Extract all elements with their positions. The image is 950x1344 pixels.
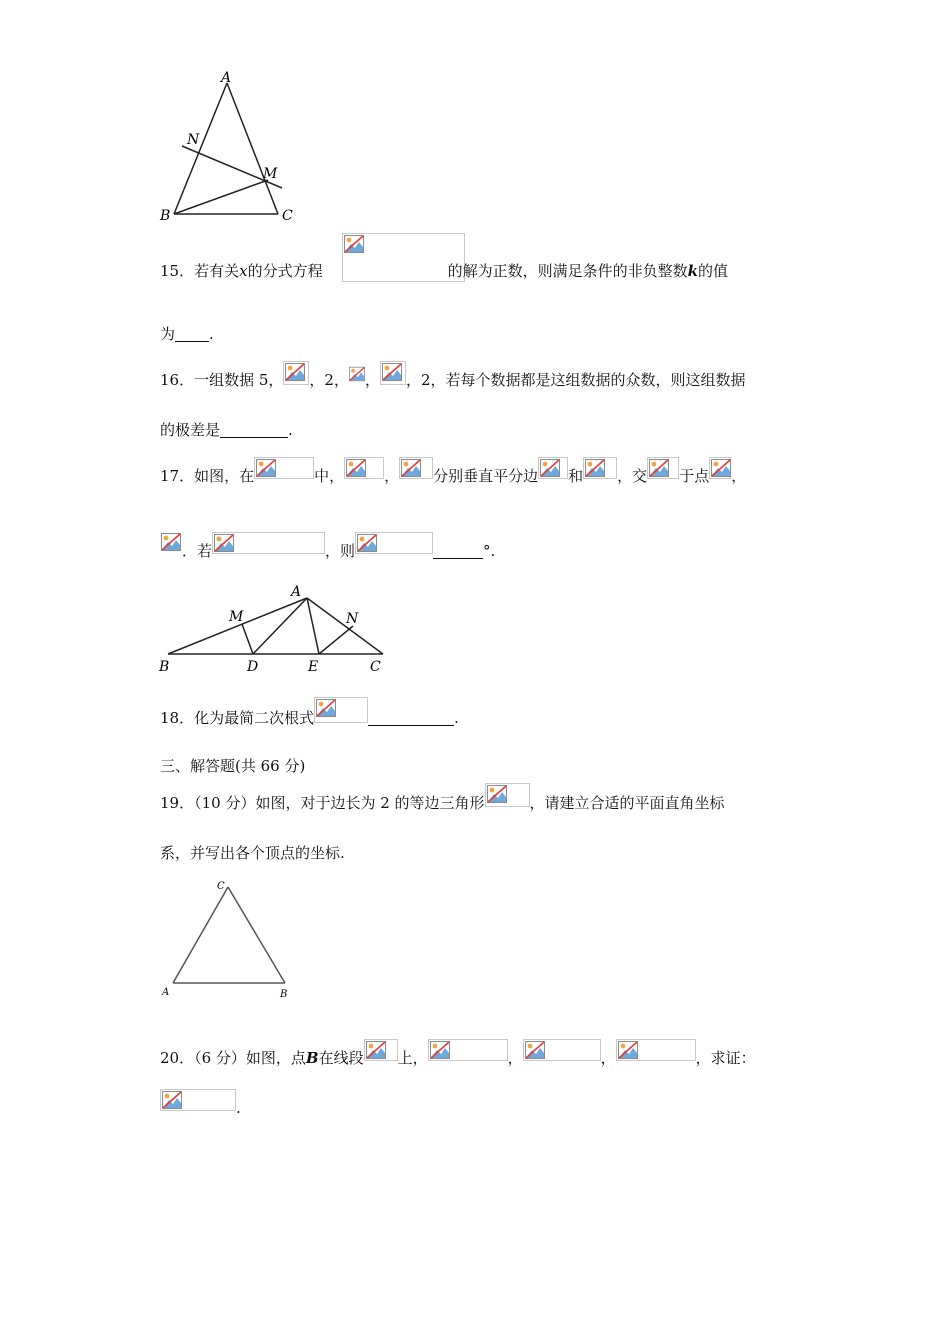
question-19-line-1: 19．（10 分）如图，对于边长为 2 的等边三角形 ，请建立合适的平面直角坐标 <box>160 792 725 812</box>
broken-image-icon <box>366 1041 386 1059</box>
question-number: 18． <box>160 709 195 727</box>
question-number: 17． <box>160 467 195 485</box>
broken-image-icon <box>430 1041 450 1059</box>
broken-image-icon <box>344 235 364 253</box>
label-c: C <box>370 659 381 675</box>
data-value-image <box>349 366 365 386</box>
equilateral-triangle-figure <box>155 875 305 1005</box>
broken-image-icon <box>357 534 377 552</box>
answer-blank <box>220 423 288 438</box>
section-heading: 三、解答题(共 66 分) <box>160 757 306 775</box>
broken-image-icon <box>401 459 421 477</box>
side-name-image <box>538 457 568 479</box>
label-b: B <box>160 208 171 224</box>
answer-blank <box>175 327 209 342</box>
radical-image <box>314 697 368 723</box>
question-20-line-2: . <box>160 1097 241 1117</box>
condition-image <box>212 532 325 554</box>
question-number: 19． <box>160 794 195 812</box>
label-a: A <box>162 987 170 998</box>
triangle-figure-abc-nm <box>150 70 300 230</box>
label-c: C <box>282 208 293 224</box>
question-18: 18．化为最简二次根式 . <box>160 707 459 727</box>
answer-blank <box>433 544 483 559</box>
data-value-image <box>283 361 309 385</box>
answer-blank <box>368 711 454 726</box>
question-17-line-1: 17．如图，在 中， ， 分别垂直平分边 和 ，交 于点 ， <box>160 465 746 485</box>
side-name-image <box>647 457 679 479</box>
broken-image-icon <box>162 1091 182 1109</box>
question-number: 16． <box>160 371 195 389</box>
triangle-name-image <box>254 457 314 479</box>
label-m: M <box>229 609 244 625</box>
label-n: N <box>346 611 359 627</box>
point-name-image <box>160 532 182 554</box>
question-15-line-2: 为 . <box>160 325 214 343</box>
broken-image-icon <box>649 459 669 477</box>
label-a: A <box>221 70 232 86</box>
segment-name-image <box>364 1039 398 1061</box>
broken-image-icon <box>585 459 605 477</box>
side-name-image <box>583 457 617 479</box>
label-c: C <box>217 881 225 892</box>
label-e: E <box>308 659 319 675</box>
question-number: 20． <box>160 1049 195 1067</box>
broken-image-icon <box>618 1041 638 1059</box>
question-16-line-1: 16．一组数据 5， ，2， ， ，2，若每个数据都是这组数据的众数，则这组数据 <box>160 369 746 389</box>
question-19-line-2: 系，并写出各个顶点的坐标. <box>160 844 345 862</box>
broken-image-icon <box>214 534 234 552</box>
broken-image-icon <box>382 363 402 381</box>
label-b: B <box>280 989 288 1000</box>
broken-image-icon <box>540 459 560 477</box>
broken-image-icon <box>349 366 365 382</box>
question-16-line-2: 的极差是 . <box>160 421 293 439</box>
question-number: 15． <box>160 262 195 280</box>
broken-image-icon <box>256 459 276 477</box>
question-17-line-2: ．若 ，则 °. <box>160 540 495 560</box>
label-a: A <box>291 584 302 600</box>
condition-image <box>616 1039 696 1061</box>
label-m: M <box>263 166 278 182</box>
broken-image-icon <box>346 459 366 477</box>
conclusion-image <box>160 1089 236 1111</box>
angle-image <box>355 532 433 554</box>
question-20-line-1: 20．（6 分）如图，点B在线段 上， ， ， ，求证： <box>160 1047 756 1067</box>
line-name-image <box>399 457 433 479</box>
broken-image-icon <box>161 533 181 551</box>
data-value-image <box>380 361 406 385</box>
broken-image-icon <box>525 1041 545 1059</box>
broken-image-icon <box>285 363 305 381</box>
broken-image-icon <box>316 699 336 717</box>
label-d: D <box>247 659 259 675</box>
line-name-image <box>344 457 384 479</box>
broken-image-icon <box>487 785 507 803</box>
triangle-name-image <box>485 783 530 807</box>
triangle-figure-abc-mdne <box>150 580 400 680</box>
broken-image-icon <box>711 459 731 477</box>
point-name-image <box>709 457 731 479</box>
condition-image <box>523 1039 601 1061</box>
label-n: N <box>187 132 200 148</box>
condition-image <box>428 1039 508 1061</box>
label-b: B <box>159 659 170 675</box>
question-15-line-1: 15．若有关x的分式方程 的解为正数，则满足条件的非负整数k的值 <box>160 262 729 280</box>
